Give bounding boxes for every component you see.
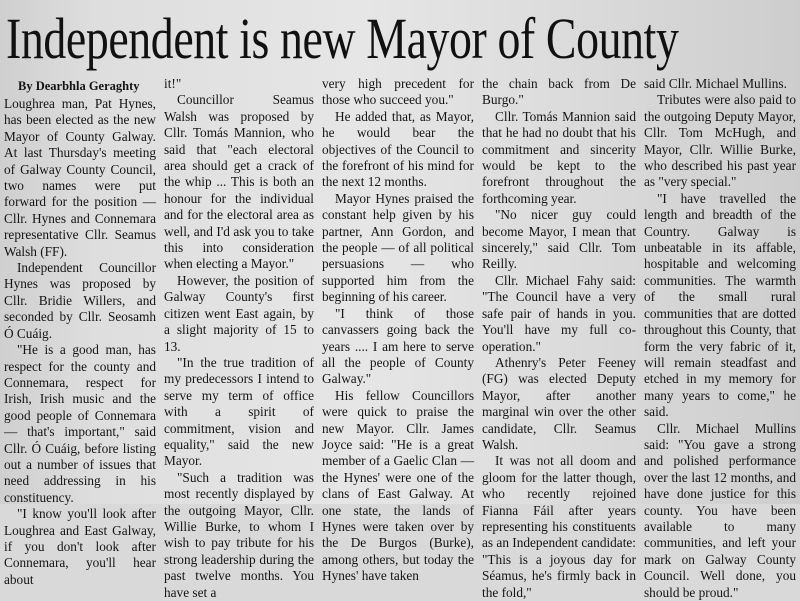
paragraph: Councillor Seamus Walsh was proposed by Cllr. Tomás Mannion, who said that "each electoral area should get a crack of the whip ... This is both an honour for the individual and for the electoral area as well, and I'd ask you to take this into consideration when electing a Mayor.": [164, 92, 314, 272]
headline: Independent is new Mayor of County: [6, 6, 679, 71]
paragraph: Independent Councillor Hynes was proposed by Cllr. Bridie Willers, and seconded by Cllr. Seosamh Ó Cuáig.: [4, 260, 156, 341]
paragraph: "I think of those canvassers going back the years .... I am here to serve all the people of County Galway.": [322, 305, 474, 387]
paragraph: Cllr. Michael Mullins said: "You gave a strong and polished performance over the last 12 months, and have done justice for this county. You have been available to many communities, and left your mark on Galway County Council. Well done, you should be proud.": [644, 420, 796, 600]
article-column-2: [164, 76, 314, 600]
paragraph: It was not all doom and gloom for the latter though, who recently rejoined Fianna Fáil after years representing his constituents as an Independent candidate: "This is a joyous day for Séamus, he's firmly back in the fold,": [482, 453, 636, 600]
article-column-3: [322, 76, 474, 584]
paragraph: His fellow Councillors were quick to praise the new Mayor. Cllr. James Joyce said: "He is a great member of a Gaelic Clan — the Hynes' were one of the clans of East Galway. At one state, the lands of Hynes were taken over by the De Burgos (Burke), among others, but today the Hynes' have taken: [322, 387, 474, 584]
paragraph: Athenry's Peter Feeney (FG) was elected Deputy Mayor, after another marginal win over the other candidate, Cllr. Seamus Walsh.: [482, 354, 636, 452]
article-column-4: [482, 76, 636, 600]
byline: By Dearbhla Geraghty: [18, 79, 140, 93]
paragraph: Loughrea man, Pat Hynes, has been elected as the new Mayor of County Galway. At last Thursday's meeting of Galway County Council, two names were put forward for the position — Cllr. Hynes and Connemara representative Cllr. Seamus Walsh (FF).: [4, 96, 156, 259]
paragraph: Cllr. Michael Fahy said: "The Council have a very safe pair of hands in you. You'll have my full co-operation.": [482, 272, 636, 354]
paragraph: said Cllr. Michael Mullins.: [644, 76, 787, 91]
paragraph: very high precedent for those who succeed you.": [322, 76, 474, 108]
paragraph: it!": [164, 76, 182, 91]
paragraph: "He is a good man, has respect for the county and Connemara, respect for Irish, Irish music and the good people of Connemara — that's important," said Cllr. Ó Cuáig, before listing out a number of issues that need addressing in his constituency.: [4, 342, 156, 505]
article-column-1: [4, 76, 156, 587]
paragraph: "No nicer guy could become Mayor, I mean that sincerely," said Cllr. Tom Reilly.: [482, 207, 636, 272]
paragraph: "I know you'll look after Loughrea and East Galway, if you don't look after Connemara, you'll hear about: [4, 506, 156, 587]
paragraph: Cllr. Tomás Mannion said that he had no doubt that his commitment and sincerity would be kept to the forefront throughout the forthcoming year.: [482, 108, 636, 206]
paragraph: Mayor Hynes praised the constant help given by his partner, Ann Gordon, and the people — of all political persuasions — who supported him from the beginning of his career.: [322, 190, 474, 305]
paragraph: "In the true tradition of my predecessors I intend to serve my term of office with a spirit of commitment, vision and equality," said the new Mayor.: [164, 354, 314, 469]
paragraph: "I have travelled the length and breadth of the Country. Galway is unbeatable in its affable, hospitable and welcoming communities. The warmth of the small rural communities that are dotted throughout this County, that form the very fabric of it, will remain steadfast and etched in my memory for many years to come," he said.: [644, 190, 796, 420]
paragraph: He added that, as Mayor, he would bear the objectives of the Council to the forefront of his mind for the next 12 months.: [322, 108, 474, 190]
article-column-5: [644, 76, 796, 600]
paragraph: Tributes were also paid to the outgoing Deputy Mayor, Cllr. Tom McHugh, and Mayor, Cllr. Willie Burke, who described his past year as "very special.": [644, 92, 796, 190]
paragraph: the chain back from De Burgo.": [482, 76, 636, 108]
paragraph: "Such a tradition was most recently displayed by the outgoing Mayor, Cllr. Willie Burke, to whom I wish to pay tribute for his strong leadership during the past twelve months. You have set a: [164, 469, 314, 600]
paragraph: However, the position of Galway County's first citizen went East again, by a slight majority of 15 to 13.: [164, 272, 314, 354]
